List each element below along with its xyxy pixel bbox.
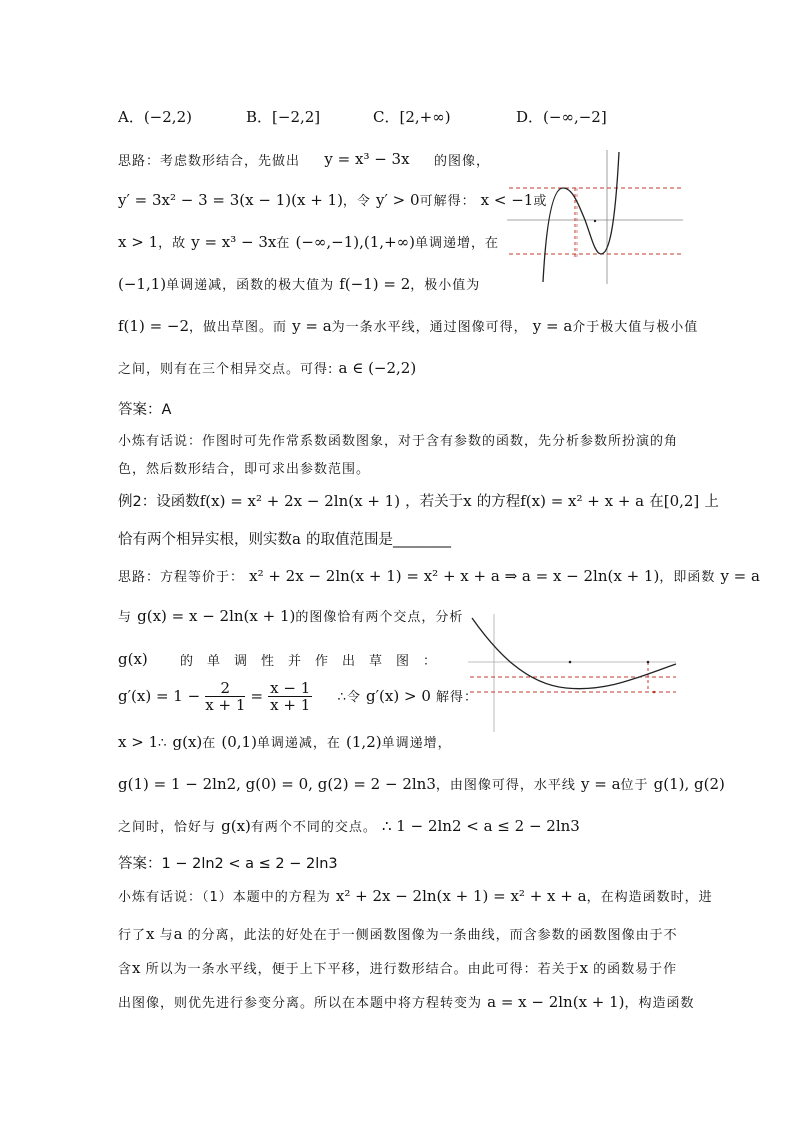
ex1-answer: 答案：A bbox=[118, 402, 172, 418]
ex2-line2: 与 g(x) = x − 2ln(x + 1)的图像恰有两个交点，分析 bbox=[118, 607, 464, 625]
option-b: B．[−2,2] bbox=[246, 108, 321, 126]
origin-dot bbox=[594, 220, 596, 222]
ex1-tip-line1: 小炼有话说：作图时可先作常系数函数图象，对于含有参数的函数，先分析参数所扮演的角 bbox=[118, 434, 679, 449]
point-marker bbox=[647, 661, 650, 664]
ex1-line4: (−1,1)单调递减，函数的极大值为 f(−1) = 2，极小值为 bbox=[118, 275, 481, 293]
option-c: C．[2,+∞) bbox=[373, 108, 451, 126]
ex2-line3: g(x) 的单调性并作出草图： bbox=[118, 650, 450, 669]
fraction-1: $\frac{2}{x + 1}$ bbox=[205, 679, 246, 714]
ex1-line6: 之间，则有在三个相异交点。可得: a ∈ (−2,2) bbox=[118, 359, 417, 377]
ex2-tip-line1: 小炼有话说：（1）本题中的方程为 x² + 2x − 2ln(x + 1) = x² + x + a，在构造函数时，进 bbox=[118, 887, 713, 905]
point-marker bbox=[569, 661, 572, 664]
ex2-tip-line3: 含x 所以为一条水平线，便于上下平移，进行数形结合。由此可得：若关于x 的函数易于作 bbox=[118, 959, 678, 977]
ex2-answer: 答案：1 − 2ln2 < a ≤ 2 − 2ln3 bbox=[118, 856, 338, 872]
ex2-line5: x > 1∴ g(x)在 (0,1)单调递减，在 (1,2)单调递增， bbox=[118, 733, 452, 751]
gx-curve bbox=[472, 618, 676, 689]
gx-graph bbox=[466, 612, 678, 736]
ex2-line4: g′(x) = 1 − $\frac{2}{x + 1}$ = $\frac{x - 1}{x + 1}$ ∴令 g′(x) > 0 解得： bbox=[118, 679, 478, 714]
fraction-2: $\frac{x - 1}{x + 1}$ bbox=[270, 679, 311, 714]
point-marker bbox=[653, 691, 656, 694]
ex2-tip-line2: 行了x 与a 的分离，此法的好处在于一侧函数图像为一条曲线，而含参数的函数图像由于不 bbox=[118, 925, 678, 943]
ex1-line3: x > 1，故 y = x³ − 3x在 (−∞,−1),(1,+∞)单调递增，在 bbox=[118, 233, 500, 251]
ex2-question-line1: 例2：设函数f(x) = x² + 2x − 2ln(x + 1) ，若关于x 的方程f(x) = x² + x + a 在[0,2] 上 bbox=[118, 492, 719, 510]
ex1-line5: f(1) = −2，做出草图。而 y = a为一条水平线，通过图像可得， y = a介于极大值与极小值 bbox=[118, 317, 699, 335]
ex1-line2: y′ = 3x² − 3 = 3(x − 1)(x + 1)，令 y′ > 0可解得： x < −1或 bbox=[118, 191, 548, 209]
cubic-graph bbox=[505, 148, 685, 288]
ex1-tip-line2: 色，然后数形结合，即可求出参数范围。 bbox=[118, 462, 371, 477]
ex2-line1: 思路：方程等价于： x² + 2x − 2ln(x + 1) = x² + x + a ⇒ a = x − 2ln(x + 1)，即函数 y = a bbox=[118, 567, 760, 585]
ex2-line6: g(1) = 1 − 2ln2, g(0) = 0, g(2) = 2 − 2ln3，由图像可得，水平线 y = a位于 g(1), g(2) bbox=[118, 775, 725, 793]
ex2-question-line2: 恰有两个相异实根，则实数a 的取值范围是________ bbox=[118, 530, 452, 548]
ex2-tip-line4: 出图像，则优先进行参变分离。所以在本题中将方程转变为 a = x − 2ln(x + 1)，构造函数 bbox=[118, 993, 695, 1011]
cubic-curve bbox=[543, 152, 619, 282]
option-a: A．(−2,2) bbox=[118, 108, 192, 126]
option-d: D．(−∞,−2] bbox=[516, 108, 607, 126]
ex1-line1: 思路：考虑数形结合，先做出 y = x³ − 3x 的图像， bbox=[118, 150, 490, 169]
ex2-line7: 之间时，恰好与 g(x)有两个不同的交点。 ∴ 1 − 2ln2 < a ≤ 2 − 2ln3 bbox=[118, 817, 580, 835]
